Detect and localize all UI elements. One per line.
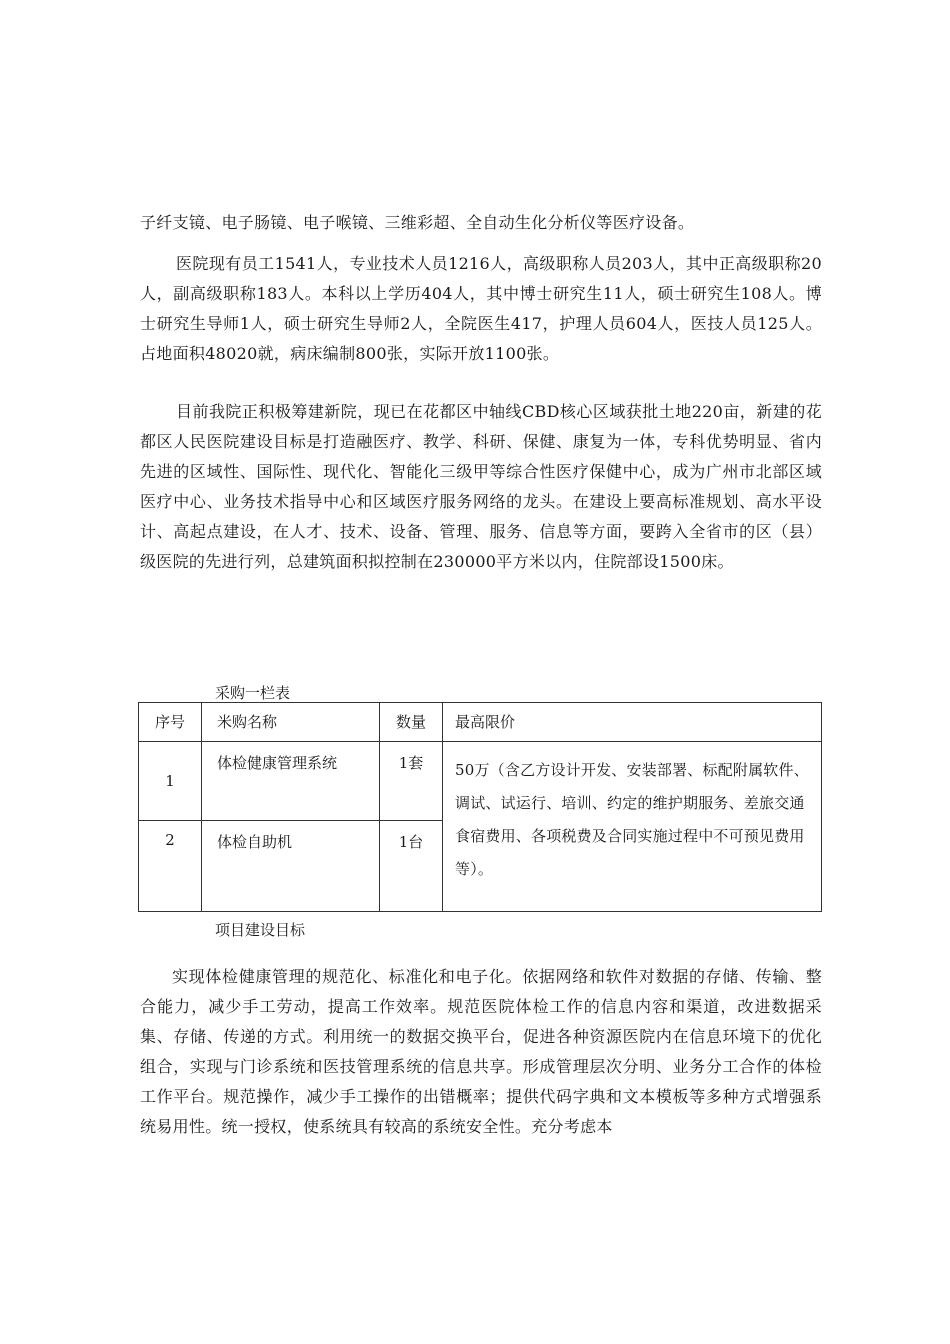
paragraph-project-goals: 实现体检健康管理的规范化、标准化和电子化。依据网络和软件对数据的存储、传输、整合能力，减少手工劳动，提高工作效率。规范医院体检工作的信息内容和渠道，改进数据采集、存储、传递的方式。利用统一的数据交换平台，促进各种资源医院内在信息环境下的优化组合，实现与门诊系统和医技管理系统的信息共享。形成管理层次分明、业务分工合作的体检工作平台。规范操作，减少手工操作的出错概率；提供代码字典和文本模板等多种方式增强系统易用性。统一授权，使系统具有较高的系统安全性。充分考虑本 [140, 967, 822, 1136]
header-price: 最高限价 [443, 703, 822, 742]
table-header-row [139, 703, 822, 742]
paragraph-equipment-list: 子纤支镜、电子肠镜、电子喉镜、三维彩超、全自动生化分析仪等医疗设备。 [140, 213, 695, 232]
procurement-table [138, 702, 822, 912]
header-name: 米购名称 [202, 703, 380, 742]
header-seq: 序号 [139, 703, 202, 742]
section-heading: 项目建设目标 [215, 921, 306, 939]
header-qty: 数量 [380, 703, 443, 742]
paragraph-staff-stats: 医院现有员工1541人，专业技术人员1216人，高级职称人员203人，其中正高级职称20人，副高级职称183人。本科以上学历404人，其中博士研究生11人，硕士研究生108人。博士研究生导师1人，硕士研究生导师2人，全院医生417，护理人员604人，医技人员125人。占地面积48020就，病床编制800张，实际开放1100张。 [140, 254, 822, 363]
table-row [139, 742, 822, 821]
cell-seq: 2 [139, 821, 202, 912]
cell-seq: 1 [139, 742, 202, 821]
cell-qty: 1套 [380, 742, 443, 821]
cell-name: 体检自助机 [202, 821, 380, 912]
cell-name: 体检健康管理系统 [202, 742, 380, 821]
cell-qty: 1台 [380, 821, 443, 912]
paragraph-new-hospital: 目前我院正积极筹建新院，现已在花都区中轴线CBD核心区域获批土地220亩，新建的花都区人民医院建设目标是打造融医疗、教学、科研、保健、康复为一体，专科优势明显、省内先进的区域性、国际性、现代化、智能化三级甲等综合性医疗保健中心，成为广州市北部区域医疗中心、业务技术指导中心和区域医疗服务网络的龙头。在建设上要高标准规划、高水平设计、高起点建设，在人才、技术、设备、管理、服务、信息等方面，要跨入全省市的区（县）级医院的先进行列，总建筑面积拟控制在230000平方米以内，住院部设1500床。 [140, 402, 822, 571]
table-caption: 采购一栏表 [215, 684, 291, 702]
cell-price: 50万（含乙方设计开发、安装部署、标配附属软件、调试、试运行、培训、约定的维护期服务、差旅交通食宿费用、各项税费及合同实施过程中不可预见费用等）。 [443, 742, 822, 912]
